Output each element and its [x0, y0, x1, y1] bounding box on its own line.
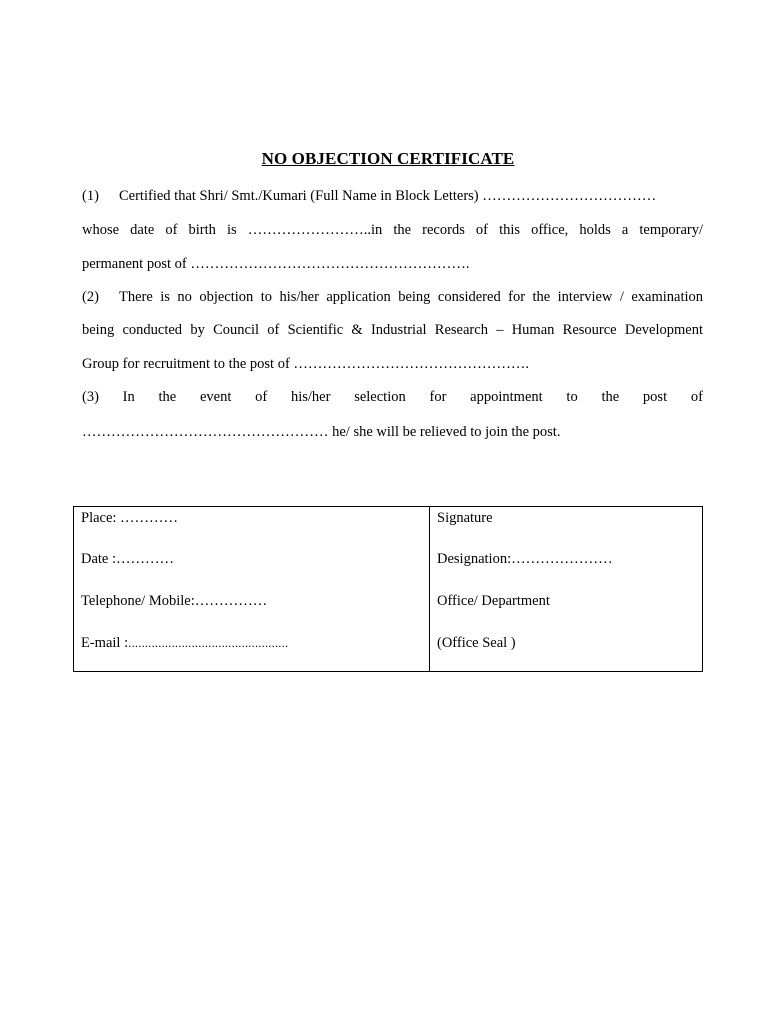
paragraph-3-word: the [158, 389, 177, 405]
email-dots: ................................................ [128, 636, 289, 650]
paragraph-2-text-1: There is no objection to his/her application being considered for the interview / examination [119, 289, 703, 305]
paragraph-1-line-1 [82, 186, 703, 206]
paragraph-3-word: of [690, 389, 703, 405]
paragraph-1-number: (1) [82, 188, 99, 204]
paragraph-3-word: post [642, 389, 668, 405]
paragraph-3-word: of [255, 389, 268, 405]
office-department-field: Office/ Department [437, 593, 550, 609]
date-field: Date :………… [81, 551, 175, 567]
table-divider [429, 507, 430, 671]
document-title: NO OBJECTION CERTIFICATE [261, 149, 515, 168]
paragraph-3-word: for [429, 389, 447, 405]
paragraph-1-text-1: Certified that Shri/ Smt./Kumari (Full Name in Block Letters) ……………………………… [119, 188, 657, 204]
paragraph-3-word: the [601, 389, 620, 405]
paragraph-3-word: In [122, 389, 135, 405]
paragraph-2-line-3: Group for recruitment to the post of …………………………………………. [82, 356, 530, 372]
paragraph-3-line-1 [82, 387, 703, 407]
paragraph-3-line-2: …………………………………………… he/ she will be relieved to join the post. [82, 424, 561, 440]
telephone-field: Telephone/ Mobile:…………… [81, 593, 268, 609]
paragraph-1-line-3: permanent post of …………………………………………………. [82, 256, 470, 272]
email-field [81, 634, 288, 652]
paragraph-1-line-2: whose date of birth is ……………………..in the records of this office, holds a temporary/ [82, 222, 703, 238]
designation-field: Designation:………………… [437, 551, 613, 567]
paragraph-2-line-1 [82, 287, 703, 307]
paragraph-3-word: to [566, 389, 578, 405]
paragraph-3-word: appointment [470, 389, 543, 405]
paragraph-2-number: (2) [82, 289, 99, 305]
email-label: E-mail : [81, 635, 129, 651]
signature-field: Signature [437, 510, 493, 526]
place-field: Place: ………… [81, 510, 179, 526]
paragraph-3-word: selection [354, 389, 406, 405]
paragraph-2-line-2: being conducted by Council of Scientific & Industrial Research – Human Resource Development [82, 322, 703, 338]
office-seal-field: (Office Seal ) [437, 635, 516, 651]
paragraph-3-word: his/her [290, 389, 331, 405]
details-table [73, 506, 703, 672]
paragraph-3-number: (3) [82, 389, 99, 405]
paragraph-3-word: event [199, 389, 232, 405]
